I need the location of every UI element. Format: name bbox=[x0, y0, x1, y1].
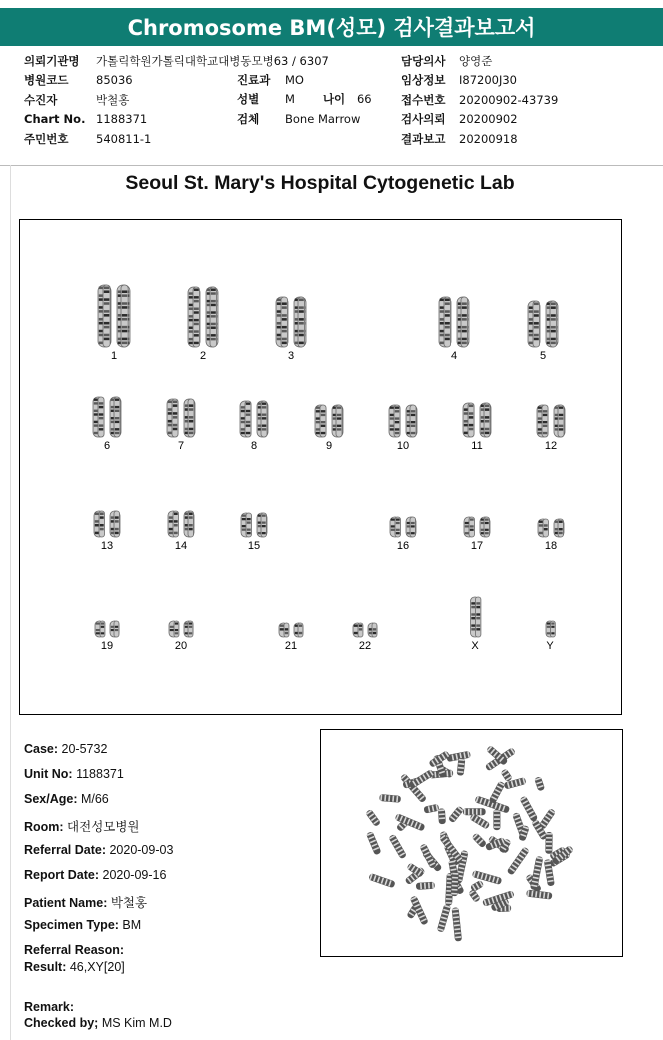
info-label: 검체 bbox=[237, 111, 260, 126]
metaphase-chromosome bbox=[457, 758, 466, 776]
chromosome-pair-10 bbox=[389, 405, 417, 437]
case-detail-key: Sex/Age: bbox=[24, 792, 78, 806]
chromosome-label: Y bbox=[546, 640, 554, 652]
chromosome-label: 1 bbox=[110, 350, 118, 362]
metaphase-chromosome bbox=[365, 809, 381, 827]
metaphase-chromosome bbox=[368, 873, 395, 888]
chromosome-pair-5 bbox=[528, 301, 558, 347]
info-row bbox=[401, 91, 558, 110]
metaphase-chromosome bbox=[500, 768, 512, 782]
metaphase-chromosome bbox=[471, 832, 487, 848]
chromosome-pair-9 bbox=[315, 405, 343, 437]
info-row bbox=[401, 71, 558, 90]
info-label: 임상정보 bbox=[401, 73, 446, 88]
info-value: I87200J30 bbox=[459, 73, 517, 88]
metaphase-chromosome bbox=[451, 872, 459, 896]
chromosome-label: 3 bbox=[287, 350, 295, 362]
chromosome-pair-12 bbox=[537, 405, 565, 437]
metaphase-panel bbox=[320, 729, 623, 957]
age-label: 나이 bbox=[322, 92, 346, 107]
metaphase-chromosome bbox=[379, 794, 401, 803]
chromosome-label: 18 bbox=[544, 540, 558, 552]
metaphase-chromosome bbox=[534, 776, 545, 791]
chromosome-label: 5 bbox=[539, 350, 547, 362]
case-detail-key: Specimen Type: bbox=[24, 918, 119, 932]
chromosome-label: 16 bbox=[396, 540, 410, 552]
case-detail-key: Case: bbox=[24, 742, 59, 756]
metaphase-chromosome bbox=[545, 832, 552, 854]
info-value: MO bbox=[285, 73, 304, 87]
metaphase-chromosome bbox=[438, 808, 446, 824]
chromosome-label: 9 bbox=[325, 440, 333, 452]
case-detail-row bbox=[24, 792, 109, 806]
metaphase-chromosome bbox=[419, 843, 437, 869]
info-label: 담당의사 bbox=[401, 54, 446, 68]
chromosome-label: 6 bbox=[103, 440, 111, 452]
case-detail-row bbox=[24, 843, 173, 857]
metaphase-chromosome bbox=[493, 809, 500, 830]
info-value: 20200902 bbox=[459, 112, 518, 127]
chromosome-label: 10 bbox=[396, 440, 410, 452]
info-label: 병원코드 bbox=[24, 73, 69, 88]
case-detail-key: Checked by; bbox=[24, 1016, 99, 1030]
chromosome-pair-16 bbox=[390, 517, 416, 537]
info-row bbox=[401, 130, 558, 149]
case-detail-row bbox=[24, 742, 107, 756]
case-detail-key: Remark: bbox=[24, 1000, 75, 1014]
case-detail-row bbox=[24, 1000, 74, 1014]
info-row bbox=[237, 71, 372, 90]
chromosome-label: 11 bbox=[471, 440, 483, 452]
chromosome-label: 19 bbox=[100, 640, 114, 652]
chromosome-pair-8 bbox=[240, 401, 268, 437]
info-row bbox=[24, 130, 329, 149]
chromosome-label: 20 bbox=[174, 640, 188, 652]
chromosome-pair-21 bbox=[279, 623, 303, 637]
info-value: 1188371 bbox=[96, 112, 148, 127]
chromosome-pair-11 bbox=[463, 403, 491, 437]
metaphase-chromosome bbox=[366, 831, 382, 855]
chromosome-pair-22 bbox=[353, 623, 377, 637]
karyogram-image bbox=[20, 220, 620, 713]
chromosome-pair-x bbox=[471, 597, 481, 637]
info-label: 의뢰기관명 bbox=[24, 54, 80, 68]
case-detail-key: Unit No: bbox=[24, 767, 73, 781]
info-label: 수진자 bbox=[24, 92, 58, 107]
case-detail-value: BM bbox=[118, 918, 142, 932]
info-column-2 bbox=[237, 71, 372, 129]
metaphase-chromosome bbox=[452, 907, 462, 941]
metaphase-chromosome bbox=[437, 904, 451, 933]
metaphase-chromosome bbox=[416, 882, 435, 890]
info-label: 결과보고 bbox=[401, 131, 446, 146]
case-detail-value: M/66 bbox=[77, 792, 109, 806]
info-row bbox=[237, 110, 372, 129]
case-detail-row bbox=[24, 918, 141, 932]
chromosome-label: 2 bbox=[199, 350, 207, 362]
chromosome-label: 21 bbox=[284, 640, 298, 652]
metaphase-chromosome bbox=[423, 804, 439, 814]
info-value: 20200902-43739 bbox=[459, 92, 559, 107]
chromosome-pair-19 bbox=[95, 621, 119, 637]
case-detail-value: 대전성모병원 bbox=[63, 820, 140, 834]
report-title: Chromosome BM(성모) 검사결과보고서 bbox=[0, 8, 663, 46]
metaphase-chromosome bbox=[469, 813, 490, 830]
age-value: 66 bbox=[356, 92, 372, 107]
info-value: 540811-1 bbox=[96, 131, 152, 146]
case-detail-value: 46,XY[20] bbox=[66, 960, 125, 974]
info-row bbox=[24, 52, 329, 71]
info-value: M bbox=[285, 92, 295, 107]
info-label: Chart No. bbox=[24, 112, 86, 127]
chromosome-pair-15 bbox=[241, 513, 267, 537]
chromosome-label: 7 bbox=[177, 440, 185, 452]
case-detail-key: Room: bbox=[24, 820, 64, 834]
lab-title: Seoul St. Mary's Hospital Cytogenetic Lab bbox=[125, 172, 515, 194]
info-label: 진료과 bbox=[237, 73, 271, 87]
page-margin-line bbox=[10, 165, 11, 1040]
case-detail-key: Referral Reason: bbox=[24, 943, 125, 957]
chromosome-pair-2 bbox=[188, 287, 218, 347]
chromosome-label: 8 bbox=[250, 440, 258, 452]
case-detail-row bbox=[24, 817, 140, 835]
chromosome-pair-6 bbox=[93, 397, 121, 437]
case-detail-row bbox=[24, 893, 147, 911]
chromosome-label: 4 bbox=[450, 350, 458, 362]
case-detail-value: 2020-09-16 bbox=[99, 868, 167, 882]
info-row bbox=[401, 110, 558, 129]
case-detail-key: Referral Date: bbox=[24, 843, 106, 857]
metaphase-chromosome bbox=[507, 846, 530, 875]
metaphase-chromosome bbox=[489, 781, 506, 804]
metaphase-chromosome bbox=[408, 769, 434, 789]
case-detail-value: 1188371 bbox=[72, 767, 124, 781]
case-detail-value: 2020-09-03 bbox=[105, 843, 174, 857]
case-detail-key: Result: bbox=[24, 960, 67, 974]
info-label: 주민번호 bbox=[24, 131, 69, 146]
info-row bbox=[237, 90, 372, 109]
info-value: 양영준 bbox=[459, 54, 493, 68]
chromosome-pair-14 bbox=[168, 511, 194, 537]
chromosome-label: 15 bbox=[247, 540, 261, 552]
case-detail-row bbox=[24, 1016, 172, 1030]
info-column-3 bbox=[401, 52, 558, 149]
info-label: 성별 bbox=[237, 92, 260, 107]
info-value: Bone Marrow bbox=[285, 111, 361, 126]
chromosome-pair-7 bbox=[167, 399, 195, 437]
case-detail-value: 20-5732 bbox=[58, 742, 108, 756]
chromosome-pair-4 bbox=[439, 297, 469, 347]
case-detail-value: MS Kim M.D bbox=[98, 1016, 172, 1030]
metaphase-chromosome bbox=[526, 890, 552, 900]
case-detail-row bbox=[24, 943, 124, 957]
metaphase-spread-image bbox=[321, 730, 621, 955]
chromosome-label: 22 bbox=[358, 640, 372, 652]
karyogram-panel bbox=[19, 219, 622, 715]
chromosome-label: 14 bbox=[174, 540, 188, 552]
info-value: 85036 bbox=[96, 73, 133, 88]
info-row bbox=[401, 52, 558, 71]
case-detail-key: Patient Name: bbox=[24, 896, 108, 910]
case-detail-row bbox=[24, 960, 125, 974]
info-label: 검사의뢰 bbox=[401, 112, 446, 127]
chromosome-pair-20 bbox=[169, 621, 193, 637]
info-value: 20200918 bbox=[459, 131, 518, 146]
chromosome-label: 12 bbox=[544, 440, 558, 452]
case-detail-value: 박철홍 bbox=[107, 896, 148, 910]
info-value: 가톨릭학원가톨릭대학교대병동모병63 / 6307 bbox=[96, 54, 329, 68]
chromosome-pair-3 bbox=[276, 297, 306, 347]
metaphase-chromosome bbox=[530, 856, 543, 891]
metaphase-chromosome bbox=[448, 805, 464, 823]
chromosome-label: X bbox=[471, 640, 479, 652]
case-detail-row bbox=[24, 767, 124, 781]
chromosome-pair-17 bbox=[464, 517, 490, 537]
case-detail-key: Report Date: bbox=[24, 868, 100, 882]
chromosome-label: 13 bbox=[100, 540, 114, 552]
metaphase-chromosome bbox=[388, 834, 407, 860]
info-value: 박철홍 bbox=[96, 92, 130, 107]
chromosome-pair-1 bbox=[98, 285, 130, 347]
info-label: 접수번호 bbox=[401, 92, 446, 107]
chromosome-label: 17 bbox=[470, 540, 484, 552]
metaphase-chromosome bbox=[519, 796, 538, 823]
header-divider bbox=[0, 165, 663, 166]
case-detail-row bbox=[24, 868, 166, 882]
chromosome-pair-y bbox=[546, 621, 555, 637]
chromosome-pair-18 bbox=[538, 519, 564, 537]
chromosome-pair-13 bbox=[94, 511, 120, 537]
